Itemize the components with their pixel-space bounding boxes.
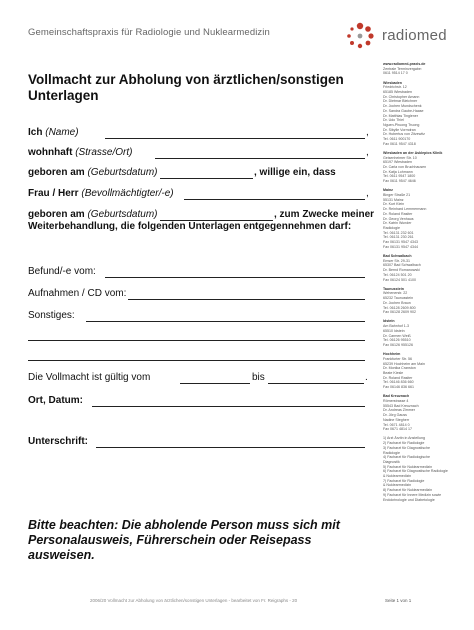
aufnahmen-field[interactable] — [128, 299, 365, 300]
sidebar-line: Dr. Roland Rasiter — [383, 211, 413, 216]
sidebar-line: 1) Arzt Ärztin in Anstellung — [383, 436, 425, 441]
sidebar-line: 7) Facharzt für Radiologie — [383, 478, 425, 483]
sidebar-line: Dr. Reinhard Lemmermann — [383, 207, 427, 212]
sidebar-line: 8) Facharzt für Nuklearmedizin — [383, 488, 433, 493]
gueltig-bis-field[interactable] — [268, 383, 364, 384]
geboren1-label: geboren am — [28, 167, 85, 178]
sidebar-line: 65239 Hochheim am Main — [383, 361, 425, 366]
sidebar-line: 0611 9514 17 0 — [383, 71, 408, 76]
sidebar-line: Tel. 06131 230 261 — [383, 235, 414, 240]
wohnhaft-row — [28, 147, 132, 158]
logo-text: radiomed — [382, 27, 447, 44]
sonstiges-field[interactable] — [86, 321, 365, 322]
sidebar-block — [383, 81, 463, 147]
sidebar-line: & Nuklearmedizin — [383, 483, 412, 488]
sidebar-line: 55131 Mainz — [383, 197, 404, 202]
befund-label: Befund/-e vom: — [28, 266, 96, 277]
sidebar-line: 65197 Wiesbaden — [383, 160, 412, 165]
aufnahmen-label: Aufnahmen / CD vom: — [28, 288, 127, 299]
sidebar-line: Fax 06126 955126 — [383, 342, 413, 347]
sidebar-line: Tel. 06124 501 20 — [383, 272, 412, 277]
sidebar-line: 5) Facharzt für Nuklearmedizin — [383, 464, 433, 469]
unterschrift-field[interactable] — [96, 447, 365, 448]
sidebar-line: Tel. 0611 9547 1800 — [383, 174, 416, 179]
sidebar-line: Friedrichstr. 12 — [383, 85, 407, 90]
sonstiges-field-2[interactable] — [28, 340, 365, 341]
sidebar-line: Diagnostik — [383, 459, 400, 464]
sidebar-block — [383, 188, 463, 249]
sidebar-line: Dr. Georg Venhaus — [383, 216, 414, 221]
sidebar-line: Dr. Jochen Braun — [383, 300, 411, 305]
wohnhaft-label: wohnhaft — [28, 147, 73, 158]
sidebar-line: Emser Str. 29-31 — [383, 258, 410, 263]
sidebar-line: Nadine Stegherr — [383, 417, 410, 422]
sidebar-block — [383, 151, 463, 184]
org-name: Gemeinschaftspraxis für Radiologie und Nuklearmedizin — [28, 27, 270, 38]
sidebar-line: Wehenerstr. 22 — [383, 291, 408, 296]
sidebar-line: Dr. Carla von Bruchhausen — [383, 165, 427, 170]
page-number: Seite 1 von 1 — [385, 598, 412, 603]
ich-end: , — [366, 127, 369, 138]
geboren2-row — [28, 209, 158, 220]
geboren1-end: , willige ein, dass — [254, 167, 336, 178]
sidebar-line: Dr. Hubertus von Zitzewitz — [383, 132, 425, 137]
sidebar-line: Radiologie — [383, 450, 400, 455]
sidebar-line: Fax 0611 9547 4646 — [383, 179, 416, 184]
sidebar-heading: Mainz — [383, 188, 393, 193]
bis-label: bis — [252, 372, 265, 383]
sidebar-line: Radiologie — [383, 226, 400, 230]
wohnhaft-end: , — [366, 147, 369, 158]
sidebar-line: Dr. Roland Rasiter — [383, 375, 413, 380]
sidebar-line: Römerstrasse 4 — [383, 399, 409, 403]
geboren2-end: , zum Zwecke meiner — [274, 209, 375, 220]
page-title: Vollmacht zur Abholung von ärztlichen/sonstigen Unterlagen — [28, 72, 344, 103]
sonstiges-field-3[interactable] — [28, 360, 365, 361]
sidebar-line: 4) Facharzt für Radiologische — [383, 455, 430, 460]
sonstiges-label: Sonstiges: — [28, 310, 75, 321]
sidebar-line: Frankfurter Str. 56 — [383, 356, 412, 361]
sidebar-line: Fax 0671 4814 17 — [383, 427, 412, 432]
sidebar-heading: Wiesbaden an der Asklepios Klinik — [383, 150, 443, 155]
sidebar-line: Am Bahnhof 1-3 — [383, 324, 409, 329]
sidebar-line: Dr. Udo Thiel — [383, 118, 404, 123]
sidebar-line: Dr. Bernd Romanowski — [383, 268, 420, 273]
sidebar-block — [383, 319, 463, 347]
sidebar-line: 55543 Bad Kreuznach — [383, 403, 419, 408]
sidebar-line: Geisenheimer Str. 10 — [383, 155, 417, 160]
gueltig-label: Die Vollmacht ist gültig vom — [28, 372, 151, 383]
sidebar-line: Binger Straße 21 — [383, 193, 411, 198]
radiomed-dots-logo-icon — [342, 20, 378, 50]
sidebar-line: Dr. Jörg Gauss — [383, 413, 407, 418]
sidebar-line: Fax 06128 2609 902 — [383, 310, 416, 315]
sidebar-line: Dr. Katja Lohmann — [383, 169, 413, 174]
sidebar-line: 65307 Bad Schwalbach — [383, 263, 421, 268]
frau-row — [28, 188, 174, 199]
sidebar-line: 2) Facharzt für Radiologie — [383, 441, 425, 446]
sidebar-heading: Bad Kreuznach — [383, 394, 410, 399]
sidebar-line: Tel. 06146 836 660 — [383, 380, 414, 385]
ich-hint: (Name) — [45, 127, 79, 138]
sidebar-line: Nguen-Phuong Truong — [383, 122, 420, 127]
sidebar-line: 3) Facharzt für Diagnostische — [383, 445, 430, 450]
sidebar-block — [383, 62, 463, 76]
sidebar-line: Dr. Monika Cranston — [383, 366, 416, 371]
sidebar-line: Fax 06124 501 4100 — [383, 277, 416, 282]
sidebar-line: Endokrinologie und Diabetologie — [383, 497, 435, 502]
gueltig-end: . — [365, 372, 368, 383]
sidebar-block — [383, 254, 463, 282]
sidebar-line: Fax 0611 9547 4318 — [383, 141, 416, 146]
frau-end: , — [366, 188, 369, 199]
ort-datum-label: Ort, Datum: — [28, 395, 83, 406]
ich-row — [28, 127, 79, 138]
sidebar-line: Dr. Sandra Gaube-Haase — [383, 108, 424, 113]
sidebar-line: & Nuklearmedizin — [383, 474, 412, 479]
sidebar-line: Dr. Sibylle Vormdran — [383, 127, 416, 132]
sidebar-heading: www.radiomed-praxis.de — [383, 62, 426, 66]
sidebar-line: Dr. Kurt Klein — [383, 202, 405, 207]
sidebar-line: Tel. 06128 2609 800 — [383, 305, 416, 310]
sidebar-line: Dr. Andreas Zimmer — [383, 408, 415, 413]
sidebar-line: 65232 Taunusstein — [383, 296, 414, 301]
sidebar-line: Fax 06131 9547 4343 — [383, 240, 418, 245]
sidebar-heading: Bad Schwalbach — [383, 254, 412, 259]
geboren2-hint: (Geburtsdatum) — [87, 209, 158, 220]
sidebar-line: 6) Facharzt für Diagnostische Radiologie — [383, 469, 448, 474]
sidebar-line: Dr. Jochen Mundschenk — [383, 104, 422, 109]
sidebar-line: Dr. Matthias Tinglener — [383, 113, 418, 118]
sidebar-line: Dr. Carmen Weiß — [383, 333, 411, 338]
sidebar-block — [383, 352, 463, 390]
sidebar-line: 9) Facharzt für Innere Medizin sowie — [383, 492, 442, 497]
sidebar-block — [383, 436, 463, 502]
geboren1-row — [28, 167, 158, 178]
befund-field[interactable] — [105, 277, 365, 278]
sidebar-heading: Taunusstein — [383, 286, 404, 291]
wohnhaft-hint: (Strasse/Ort) — [75, 147, 133, 158]
sidebar-line: Tel. 06126 95510 — [383, 338, 411, 343]
ort-datum-field[interactable] — [92, 406, 365, 407]
sidebar-line: Tel. 0611 900170 — [383, 137, 411, 142]
sidebar-line: 65510 Idstein — [383, 328, 405, 333]
sidebar-line: Zentrale Terminvergabe: — [383, 66, 422, 71]
sidebar-heading: Hochheim — [383, 352, 401, 357]
frau-hint: (Bevollmächtigter/-e) — [81, 188, 174, 199]
sidebar-heading: Wiesbaden — [383, 80, 402, 85]
sidebar-block — [383, 287, 463, 315]
sidebar-line: Fax 06131 9547 4344 — [383, 244, 418, 249]
sidebar-heading: Idstein — [383, 319, 395, 324]
gueltig-von-field[interactable] — [180, 383, 250, 384]
sidebar-line: 65185 Wiesbaden — [383, 90, 412, 95]
sidebar-line: Tel. 0671 4814 0 — [383, 422, 410, 427]
geboren1-hint: (Geburtsdatum) — [87, 167, 158, 178]
wohnhaft-field[interactable] — [155, 158, 365, 159]
sidebar-line: Fax 06146 836 661 — [383, 385, 414, 390]
logo — [342, 20, 462, 50]
sidebar-contacts — [383, 62, 463, 507]
geboren1-field[interactable] — [160, 178, 253, 179]
frau-label: Frau / Herr — [28, 188, 79, 199]
sidebar-line: Dr. Katrin Wunder — [383, 221, 412, 226]
footer-text: 2006/20 Vollmacht zur Abholung von ärztlichen/sonstigen Unterlagen - bearbeitet von Fr. Reigraphs - 20 — [90, 598, 298, 603]
unterschrift-label: Unterschrift: — [28, 436, 89, 447]
sidebar-line: Beate Kiesle — [383, 370, 404, 375]
notice-text: Bitte beachten: Die abholende Person muss sich mit Personalausweis, Führerschein oder Reisepass ausweisen. — [28, 518, 340, 562]
sidebar-block — [383, 394, 463, 432]
weiter-text: Weiterbehandlung, die folgenden Unterlagen entgegennehmen darf: — [28, 221, 352, 232]
ich-field[interactable] — [105, 138, 365, 139]
ich-label: Ich — [28, 127, 43, 138]
sidebar-line: Dr. Christopher Amann — [383, 94, 420, 99]
sidebar-line: Tel. 06131 232 601 — [383, 230, 414, 235]
geboren2-label: geboren am — [28, 209, 85, 220]
frau-field[interactable] — [184, 199, 365, 200]
sidebar-line: Dr. Dietmar Bleichner — [383, 99, 418, 104]
